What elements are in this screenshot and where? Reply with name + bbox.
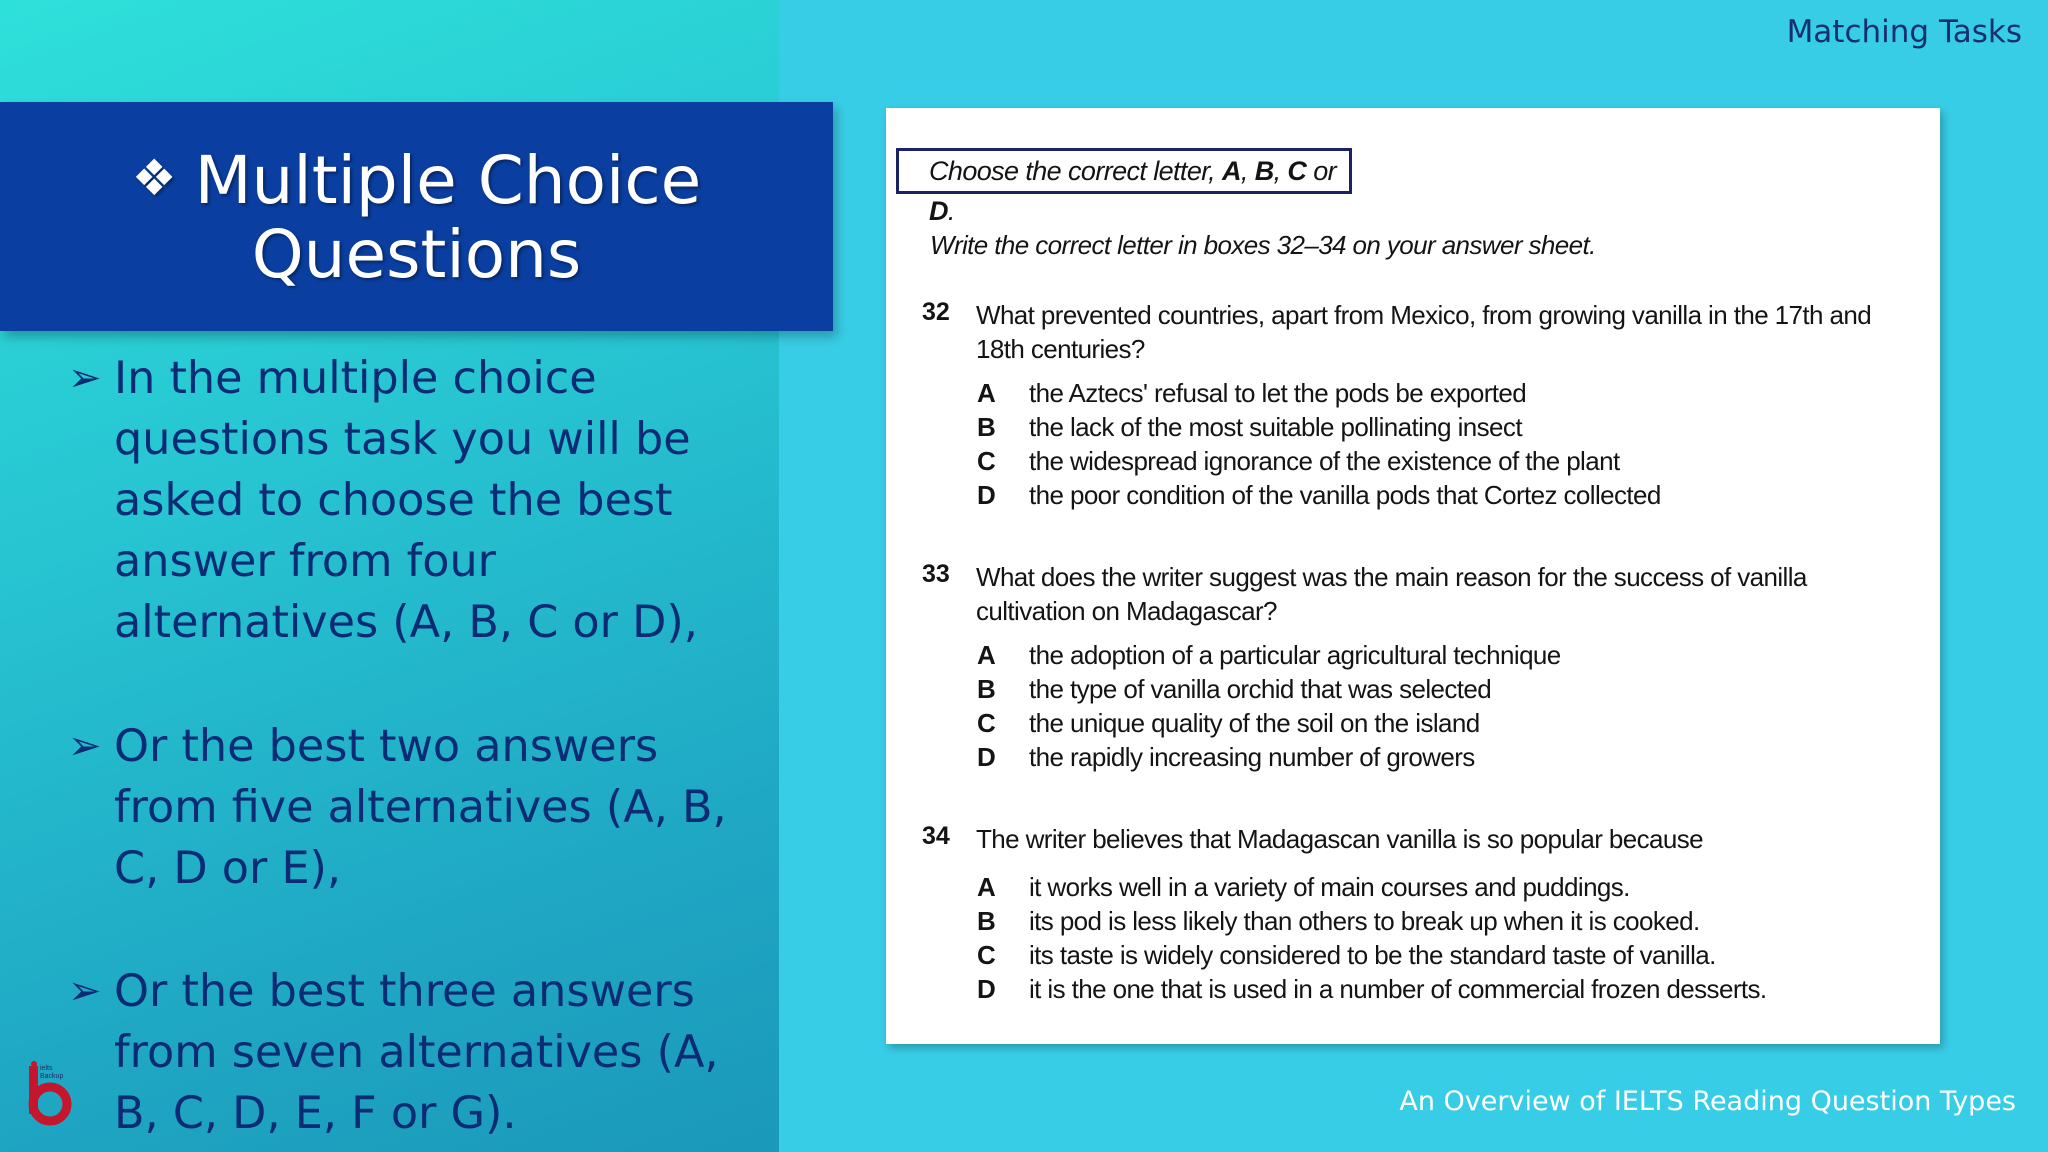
- arrow-bullet-icon: ➢: [68, 968, 102, 1014]
- option-letter: B: [977, 674, 996, 704]
- option-text: it works well in a variety of main courses and puddings.: [1029, 872, 1630, 902]
- svg-text:ielts: ielts: [40, 1065, 53, 1072]
- instruction-box: Choose the correct letter, A, B, C or D.: [896, 148, 1352, 194]
- question-text: What does the writer suggest was the main reason for the success of vanilla cultivation on Madagascar?: [976, 562, 1807, 626]
- instruction-letter-a: A: [1221, 156, 1241, 186]
- bullet-item-3: [68, 961, 768, 1144]
- option-letter: C: [977, 940, 996, 970]
- question-text: The writer believes that Madagascan vanilla is so popular because: [976, 824, 1703, 854]
- bullet-item-2: [68, 716, 768, 899]
- header-title: Matching Tasks: [1786, 14, 2022, 50]
- arrow-bullet-icon: ➢: [68, 355, 102, 401]
- option-letter: D: [977, 480, 996, 510]
- diamond-bullet-icon: ❖: [131, 149, 177, 207]
- option-text: the Aztecs' refusal to let the pods be exported: [1029, 378, 1527, 408]
- slide-title-line-1: [132, 141, 702, 218]
- option-text: the adoption of a particular agricultural technique: [1029, 640, 1561, 670]
- option-text: the rapidly increasing number of growers: [1029, 742, 1475, 772]
- option-letter: A: [977, 378, 996, 408]
- option-text: the poor condition of the vanilla pods that Cortez collected: [1029, 480, 1661, 510]
- bullet-text-3: Or the best three answers from seven alternatives (A, B, C, D, E, F or G).: [114, 966, 719, 1139]
- option-text: its pod is less likely than others to break up when it is cooked.: [1029, 906, 1700, 936]
- slide-title-text-1: Multiple Choice: [194, 142, 702, 219]
- option-letter: C: [977, 708, 996, 738]
- option-letter: D: [977, 974, 996, 1004]
- instruction-or: or: [1313, 156, 1337, 186]
- bullet-item-1: [68, 348, 768, 653]
- option-text: the unique quality of the soil on the island: [1029, 708, 1480, 738]
- question-number: 34: [922, 822, 950, 850]
- svg-text:Backup: Backup: [40, 1073, 64, 1080]
- instruction-letter-b: B: [1254, 156, 1274, 186]
- option-letter: D: [977, 742, 996, 772]
- question-number: 33: [922, 560, 950, 588]
- option-text: the type of vanilla orchid that was selected: [1029, 674, 1492, 704]
- option-text: it is the one that is used in a number of commercial frozen desserts.: [1029, 974, 1767, 1004]
- option-letter: C: [977, 446, 996, 476]
- footer-text: An Overview of IELTS Reading Question Types: [1399, 1086, 2016, 1117]
- option-letter: A: [977, 872, 996, 902]
- slide-title-box: [0, 102, 833, 331]
- option-letter: A: [977, 640, 996, 670]
- ielts-backup-logo: [24, 1060, 84, 1128]
- question-document: [886, 108, 1940, 1044]
- instruction-letter-d: D: [929, 196, 948, 226]
- option-letter: B: [977, 412, 996, 442]
- instruction-prefix: Choose the correct letter,: [929, 156, 1222, 186]
- bullet-text-2: Or the best two answers from five alternatives (A, B, C, D or E),: [114, 721, 727, 894]
- option-text: its taste is widely considered to be the standard taste of vanilla.: [1029, 940, 1716, 970]
- slide-title-line-2: Questions: [251, 216, 582, 293]
- question-text: What prevented countries, apart from Mexico, from growing vanilla in the 17th and 18th centuries?: [976, 300, 1872, 364]
- arrow-bullet-icon: ➢: [68, 723, 102, 769]
- question-number: 32: [922, 298, 950, 326]
- write-instruction: Write the correct letter in boxes 32–34 on your answer sheet.: [930, 230, 1596, 260]
- option-letter: B: [977, 906, 996, 936]
- option-text: the widespread ignorance of the existence of the plant: [1029, 446, 1620, 476]
- instruction-letter-c: C: [1287, 156, 1307, 186]
- option-text: the lack of the most suitable pollinating insect: [1029, 412, 1522, 442]
- bullet-text-1: In the multiple choice questions task you will be asked to choose the best answer from four alternatives (A, B, C or D),: [114, 353, 698, 648]
